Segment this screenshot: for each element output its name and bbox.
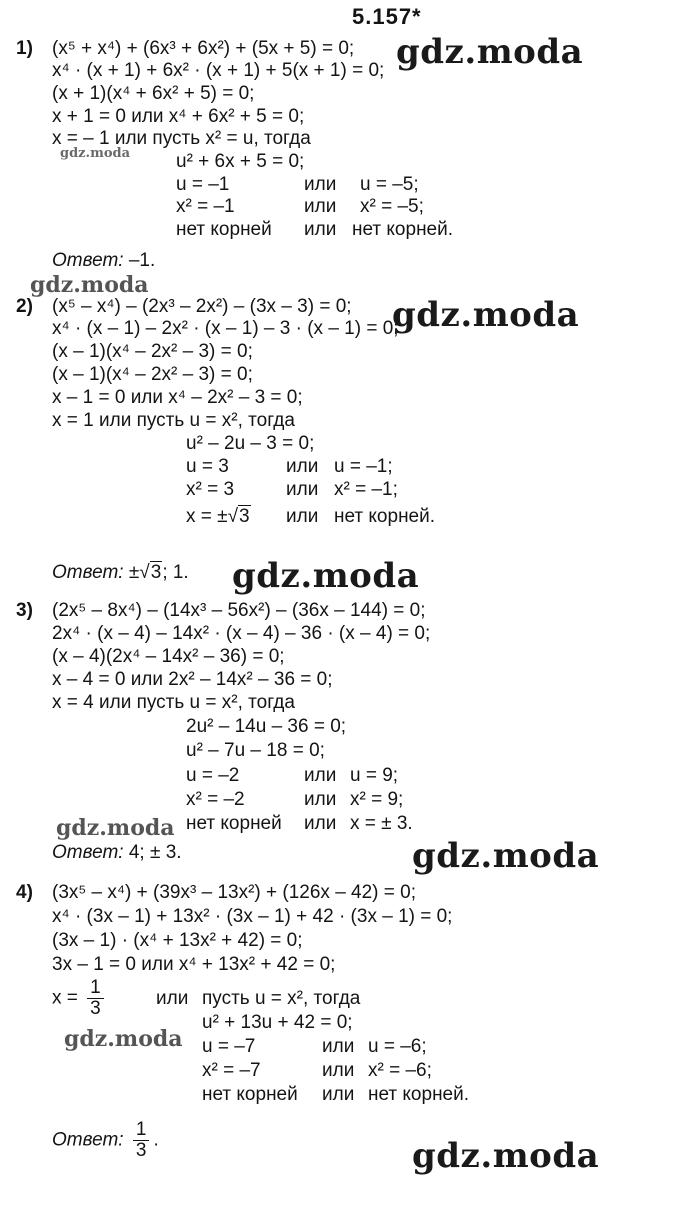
equation-line: x⁴ · (x – 1) – 2x² · (x – 1) – 3 · (x – 1) = 0; [52, 318, 399, 339]
equation-line: x + 1 = 0 или x⁴ + 6x² + 5 = 0; [52, 106, 305, 127]
equation-line: (x⁵ + x⁴) + (6x³ + 6x²) + (5x + 5) = 0; [52, 38, 355, 59]
part-number: 1) [16, 38, 33, 59]
answer-label: Ответ: [52, 842, 124, 863]
equation-line: 2x⁴ · (x – 4) – 14x² · (x – 4) – 36 · (x – 4) = 0; [52, 623, 431, 644]
answer [52, 1120, 159, 1161]
or-word: или [156, 988, 189, 1009]
or-word: или [286, 479, 319, 500]
or-word: или [322, 1060, 355, 1081]
equation-line: x⁴ · (3x – 1) + 13x² · (3x – 1) + 42 · (3x – 1) = 0; [52, 906, 453, 927]
numerator: 1 [87, 978, 104, 999]
answer-value: 4; ± 3. [128, 842, 182, 863]
equation-cell: x² = 9; [350, 789, 404, 810]
equation-cell: x² = 3 [186, 479, 235, 500]
equation-line: (3x – 1) · (x⁴ + 13x² + 42) = 0; [52, 930, 303, 951]
or-word: или [304, 789, 337, 810]
answer-dot: . [153, 1129, 159, 1151]
equation-line: 3x – 1 = 0 или x⁴ + 13x² + 42 = 0; [52, 954, 336, 975]
or-word: или [304, 196, 337, 217]
equation-cell: x² = –7 [202, 1060, 261, 1081]
radicand: 3 [239, 506, 250, 527]
fraction [87, 978, 104, 1019]
problem-number: 5.157* [352, 4, 422, 29]
answer [52, 250, 155, 272]
answer-label: Ответ: [52, 250, 124, 271]
watermark-small: gdz.moda [60, 146, 131, 161]
answer: Ответ: ±√3; 1. [52, 562, 189, 583]
equation-line: (x⁵ – x⁴) – (2x³ – 2x²) – (3x – 3) = 0; [52, 296, 352, 317]
equation-cell: u = –2 [186, 765, 240, 786]
denominator: 3 [135, 1140, 147, 1161]
equation-cell: нет корней. [334, 506, 436, 527]
watermark-mid: gdz.moda [30, 272, 149, 298]
watermark: gdz.moda [232, 556, 420, 596]
equation-line: u² – 2u – 3 = 0; [186, 433, 315, 454]
or-word: или [304, 813, 337, 834]
equation-cell: x = ± 3. [350, 813, 413, 834]
or-word: или [286, 506, 319, 527]
watermark: gdz.moda [392, 295, 580, 335]
answer-pm: ± [128, 562, 140, 583]
equation-cell: u = –6; [368, 1036, 427, 1057]
equation-line: (3x⁵ – x⁴) + (39x³ – 13x²) + (126x – 42) = 0; [52, 882, 417, 903]
answer-value: –1. [128, 250, 156, 271]
part-number: 3) [16, 600, 33, 621]
watermark: gdz.moda [412, 1136, 600, 1176]
answer-rest: ; 1. [162, 562, 189, 583]
equation-cell: u = 9; [350, 765, 399, 786]
equation-line: (x + 1)(x⁴ + 6x² + 5) = 0; [52, 83, 255, 104]
answer-radicand: 3 [150, 562, 162, 583]
or-word: или [322, 1036, 355, 1057]
equation-line: x = 1 или пусть u = x², тогда [52, 410, 295, 431]
equation-line: (x – 1)(x⁴ – 2x² – 3) = 0; [52, 341, 253, 362]
equation-line: x = 4 или пусть u = x², тогда [52, 692, 295, 713]
answer-label: Ответ: [52, 562, 124, 583]
equation-cell: нет корней [176, 219, 272, 240]
part-number: 2) [16, 296, 33, 317]
equation-line: x – 1 = 0 или x⁴ – 2x² – 3 = 0; [52, 387, 303, 408]
equation-cell: x = ±√3 [186, 506, 250, 527]
equation-line: u² + 6x + 5 = 0; [176, 151, 305, 172]
denominator: 3 [90, 998, 101, 1019]
equation-cell: u = 3 [186, 456, 229, 477]
x-equals: x = [52, 987, 78, 1009]
watermark: gdz.moda [396, 32, 584, 72]
equation-cell: нет корней [202, 1084, 298, 1105]
equation-line: (2x⁵ – 8x⁴) – (14x³ – 56x²) – (36x – 144) = 0; [52, 600, 426, 621]
watermark: gdz.moda [412, 836, 600, 876]
equation-cell: нет корней [186, 813, 282, 834]
equation-line: x – 4 = 0 или 2x² – 14x² – 36 = 0; [52, 669, 333, 690]
equation-cell: x² = –2 [186, 789, 245, 810]
equation-cell: x² = –1; [334, 479, 398, 500]
watermark-mid: gdz.moda [56, 815, 175, 841]
equation-line: (x – 4)(2x⁴ – 14x² – 36) = 0; [52, 646, 285, 667]
equation-cell: x² = –1 [176, 196, 235, 217]
equation-cell: нет корней. [352, 219, 454, 240]
equation-line: u² – 7u – 18 = 0; [186, 740, 325, 761]
answer [52, 842, 182, 864]
x-plus-minus: x = ± [186, 506, 228, 527]
equation-line: (x – 1)(x⁴ – 2x² – 3) = 0; [52, 364, 253, 385]
equation-line: x = – 1 или пусть x² = u, тогда [52, 128, 311, 149]
equation-line: x⁴ · (x + 1) + 6x² · (x + 1) + 5(x + 1) = 0; [52, 60, 385, 81]
or-word: или [286, 456, 319, 477]
equation-line: 2u² – 14u – 36 = 0; [186, 716, 347, 737]
equation-line: пусть u = x², тогда [202, 988, 361, 1009]
equation-cell: u = –1 [176, 174, 230, 195]
equation-cell [52, 978, 108, 1019]
equation-cell: u = –5; [360, 174, 419, 195]
equation-cell: u = –1; [334, 456, 393, 477]
equation-cell: x² = –6; [368, 1060, 432, 1081]
or-word: или [304, 765, 337, 786]
part-number: 4) [16, 882, 33, 903]
equation-cell: нет корней. [368, 1084, 470, 1105]
answer-fraction [133, 1120, 150, 1161]
equation-line: u² + 13u + 42 = 0; [202, 1012, 353, 1033]
watermark-mid: gdz.moda [64, 1026, 183, 1052]
or-word: или [304, 174, 337, 195]
numerator: 1 [133, 1120, 150, 1141]
answer-label: Ответ: [52, 1129, 124, 1151]
or-word: или [322, 1084, 355, 1105]
equation-cell: x² = –5; [360, 196, 424, 217]
or-word: или [304, 219, 337, 240]
equation-cell: u = –7 [202, 1036, 256, 1057]
